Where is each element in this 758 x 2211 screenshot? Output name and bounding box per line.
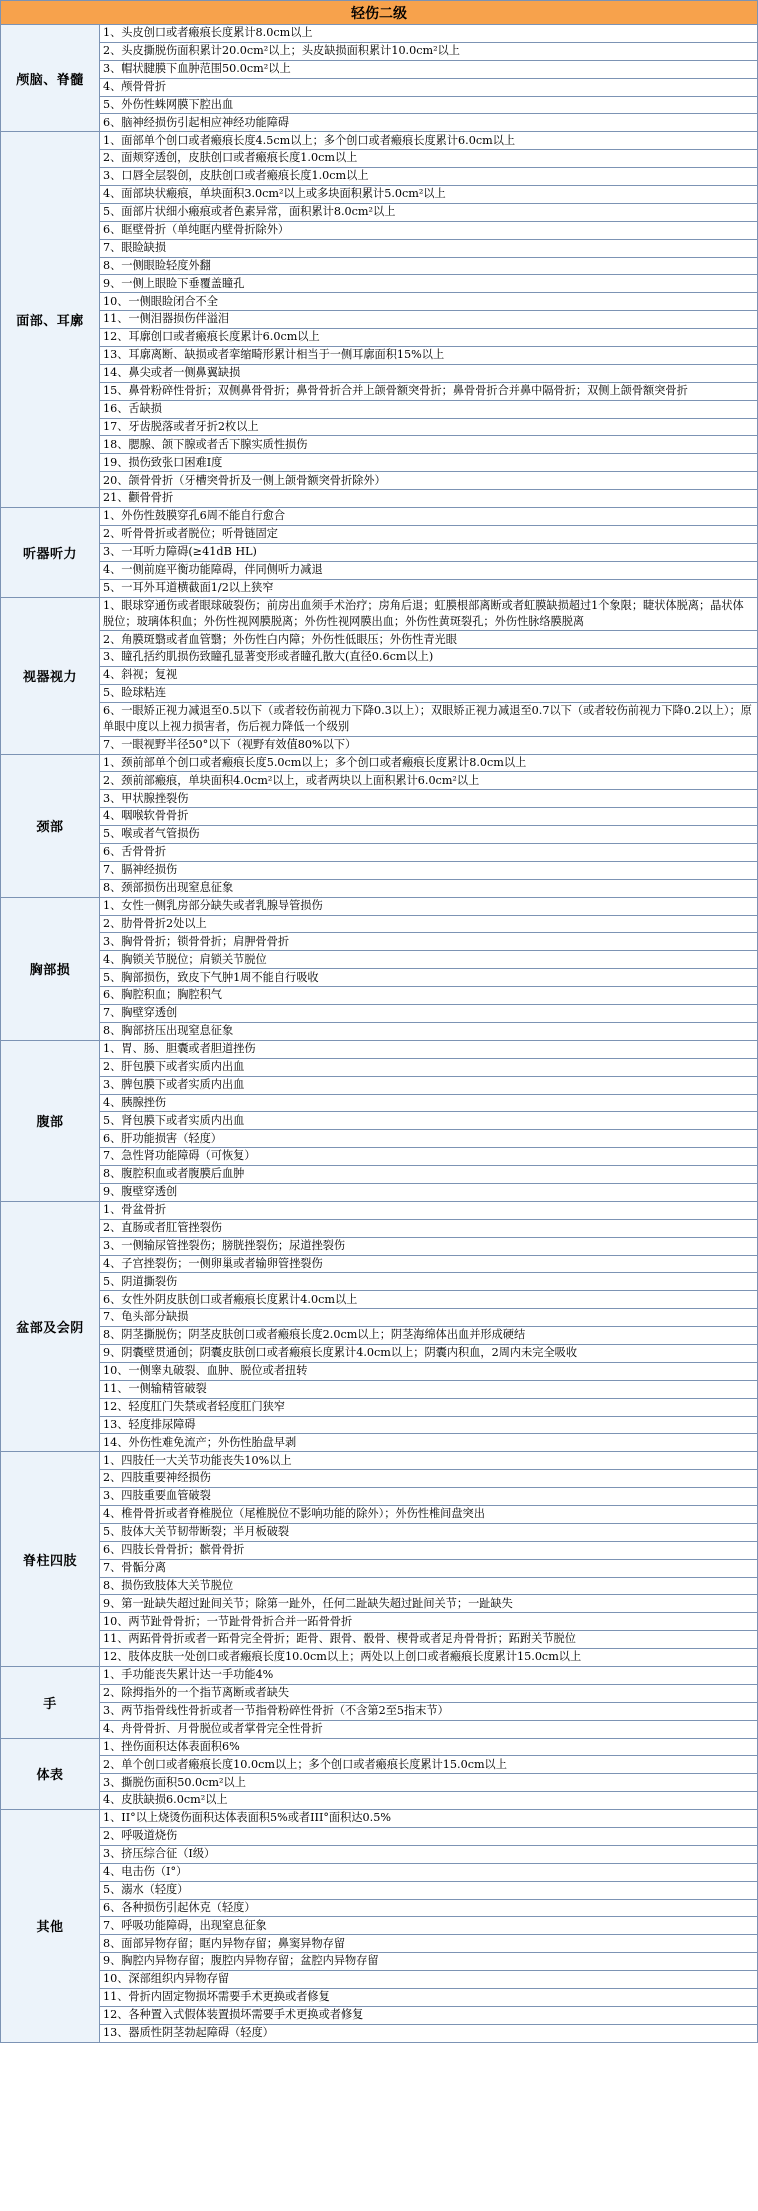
injury-item: 17、牙齿脱落或者牙折2枚以上: [100, 418, 758, 436]
table-row: [1, 1792, 758, 1810]
injury-item: 5、面部片状细小瘢痕或者色素异常，面积累计8.0cm²以上: [100, 203, 758, 221]
table-row: [1, 186, 758, 204]
injury-item: 10、深部组织内异物存留: [100, 1971, 758, 1989]
injury-item: 3、帽状腱膜下血肿范围50.0cm²以上: [100, 60, 758, 78]
injury-item: 4、胸锁关节脱位；肩锁关节脱位: [100, 951, 758, 969]
injury-item: 9、一侧上眼睑下垂覆盖瞳孔: [100, 275, 758, 293]
injury-item: 4、胰腺挫伤: [100, 1094, 758, 1112]
table-row: [1, 1881, 758, 1899]
injury-item: 7、膈神经损伤: [100, 861, 758, 879]
injury-item: 2、单个创口或者瘢痕长度10.0cm以上；多个创口或者瘢痕长度累计15.0cm以上: [100, 1756, 758, 1774]
injury-item: 9、胸腔内异物存留；腹腔内异物存留；盆腔内异物存留: [100, 1953, 758, 1971]
injury-item: 8、一侧眼睑轻度外翻: [100, 257, 758, 275]
injury-item: 20、颌骨骨折（牙槽突骨折及一侧上颌骨额突骨折除外）: [100, 472, 758, 490]
injury-item: 1、胃、肠、胆囊或者胆道挫伤: [100, 1040, 758, 1058]
injury-item: 12、肢体皮肤一处创口或者瘢痕长度10.0cm以上；两处以上创口或者瘢痕长度累计15.0cm以上: [100, 1649, 758, 1667]
title-row: [1, 1, 758, 25]
table-row: [1, 1631, 758, 1649]
injury-item: 5、肾包膜下或者实质内出血: [100, 1112, 758, 1130]
injury-item: 11、两跖骨骨折或者一跖骨完全骨折；距骨、跟骨、骰骨、楔骨或者足舟骨骨折；跖跗关节脱位: [100, 1631, 758, 1649]
table-row: [1, 1541, 758, 1559]
injury-item: 1、外伤性鼓膜穿孔6周不能自行愈合: [100, 508, 758, 526]
injury-item: 1、手功能丧失累计达一手功能4%: [100, 1667, 758, 1685]
injury-item: 2、直肠或者肛管挫裂伤: [100, 1219, 758, 1237]
table-row: [1, 826, 758, 844]
injury-item: 3、口唇全层裂创，皮肤创口或者瘢痕长度1.0cm以上: [100, 168, 758, 186]
injury-item: 5、一耳外耳道横截面1/2以上狭窄: [100, 579, 758, 597]
table-row: [1, 221, 758, 239]
table-row: [1, 1577, 758, 1595]
injury-item: 9、阴囊壁贯通创；阴囊皮肤创口或者瘢痕长度累计4.0cm以上；阴囊内积血，2周内未完全吸收: [100, 1344, 758, 1362]
injury-item: 1、II°以上烧烫伤面积达体表面积5%或者III°面积达0.5%: [100, 1810, 758, 1828]
table-row: [1, 525, 758, 543]
injury-item: 2、呼吸道烧伤: [100, 1828, 758, 1846]
table-row: [1, 1899, 758, 1917]
table-row: [1, 382, 758, 400]
table-row: [1, 1380, 758, 1398]
injury-item: 8、胸部挤压出现窒息征象: [100, 1022, 758, 1040]
injury-item: 2、颈前部瘢痕，单块面积4.0cm²以上，或者两块以上面积累计6.0cm²以上: [100, 772, 758, 790]
injury-item: 5、溺水（轻度）: [100, 1881, 758, 1899]
injury-item: 8、面部异物存留；眶内异物存留；鼻窦异物存留: [100, 1935, 758, 1953]
table-row: [1, 597, 758, 631]
table-row: [1, 1971, 758, 1989]
table-row: [1, 1076, 758, 1094]
table-row: [1, 1237, 758, 1255]
table-row: [1, 275, 758, 293]
category-cell: 盆部及会阴: [1, 1201, 100, 1451]
injury-item: 14、外伤性难免流产；外伤性胎盘早剥: [100, 1434, 758, 1452]
table-title: 轻伤二级: [1, 1, 758, 25]
injury-item: 6、舌骨骨折: [100, 844, 758, 862]
table-row: [1, 808, 758, 826]
table-row: [1, 1863, 758, 1881]
injury-item: 3、四肢重要血管破裂: [100, 1488, 758, 1506]
injury-item: 3、一侧输尿管挫裂伤；膀胱挫裂伤；尿道挫裂伤: [100, 1237, 758, 1255]
table-row: [1, 293, 758, 311]
injury-item: 4、一侧前庭平衡功能障碍，伴同侧听力减退: [100, 561, 758, 579]
table-row: [1, 1273, 758, 1291]
category-cell: 听器听力: [1, 508, 100, 597]
injury-item: 13、耳廓离断、缺损或者挛缩畸形累计相当于一侧耳廓面积15%以上: [100, 347, 758, 365]
table-row: [1, 78, 758, 96]
injury-item: 10、两节趾骨骨折；一节趾骨骨折合并一跖骨骨折: [100, 1613, 758, 1631]
injury-item: 6、脑神经损伤引起相应神经功能障碍: [100, 114, 758, 132]
table-row: [1, 257, 758, 275]
table-row: [1, 1667, 758, 1685]
injury-item: 7、龟头部分缺损: [100, 1309, 758, 1327]
injury-item: 8、损伤致肢体大关节脱位: [100, 1577, 758, 1595]
injury-item: 12、耳廓创口或者瘢痕长度累计6.0cm以上: [100, 329, 758, 347]
category-cell: 腹部: [1, 1040, 100, 1201]
table-row: [1, 1183, 758, 1201]
injury-item: 4、咽喉软骨骨折: [100, 808, 758, 826]
injury-item: 4、子宫挫裂伤；一侧卵巢或者输卵管挫裂伤: [100, 1255, 758, 1273]
table-row: [1, 754, 758, 772]
table-row: [1, 2006, 758, 2024]
injury-item: 6、肝功能损害（轻度）: [100, 1130, 758, 1148]
injury-item: 13、轻度排尿障碍: [100, 1416, 758, 1434]
injury-item: 3、一耳听力障碍(≥41dB HL): [100, 543, 758, 561]
injury-item: 4、斜视；复视: [100, 667, 758, 685]
table-row: [1, 1828, 758, 1846]
table-row: [1, 1291, 758, 1309]
injury-item: 11、一侧输精管破裂: [100, 1380, 758, 1398]
table-row: [1, 132, 758, 150]
table-row: [1, 1022, 758, 1040]
injury-item: 18、腮腺、颌下腺或者舌下腺实质性损伤: [100, 436, 758, 454]
category-cell: 面部、耳廓: [1, 132, 100, 508]
injury-item: 6、眶壁骨折（单纯眶内壁骨折除外）: [100, 221, 758, 239]
table-row: [1, 436, 758, 454]
table-row: [1, 1613, 758, 1631]
injury-item: 6、胸腔积血；胸腔积气: [100, 987, 758, 1005]
injury-item: 7、急性肾功能障碍（可恢复）: [100, 1148, 758, 1166]
injury-item: 1、四肢任一大关节功能丧失10%以上: [100, 1452, 758, 1470]
injury-item: 10、一侧睾丸破裂、血肿、脱位或者扭转: [100, 1362, 758, 1380]
injury-item: 2、角膜斑翳或者血管翳；外伤性白内障；外伤性低眼压；外伤性青光眼: [100, 631, 758, 649]
injury-item: 5、阴道撕裂伤: [100, 1273, 758, 1291]
injury-item: 4、皮肤缺损6.0cm²以上: [100, 1792, 758, 1810]
injury-item: 4、椎骨骨折或者脊椎脱位（尾椎脱位不影响功能的除外）；外伤性椎间盘突出: [100, 1505, 758, 1523]
table-row: [1, 1470, 758, 1488]
table-row: [1, 1595, 758, 1613]
table-row: [1, 844, 758, 862]
injury-item: 7、眼睑缺损: [100, 239, 758, 257]
injury-item: 12、各种置入式假体装置损坏需要手术更换或者修复: [100, 2006, 758, 2024]
category-cell: 其他: [1, 1810, 100, 2043]
table-row: [1, 702, 758, 736]
injury-item: 5、胸部损伤，致皮下气肿1周不能自行吸收: [100, 969, 758, 987]
injury-item: 1、眼球穿通伤或者眼球破裂伤；前房出血须手术治疗；房角后退；虹膜根部离断或者虹膜缺损超过1个象限；睫状体脱离；晶状体脱位；玻璃体积血；外伤性视网膜脱离；外伤性视网膜出血；外伤性黄斑裂孔；外伤性脉络膜脱离: [100, 597, 758, 631]
table-row: [1, 1201, 758, 1219]
table-row: [1, 933, 758, 951]
injury-item: 2、四肢重要神经损伤: [100, 1470, 758, 1488]
injury-item: 15、鼻骨粉碎性骨折；双侧鼻骨骨折；鼻骨骨折合并上颌骨额突骨折；鼻骨骨折合并鼻中隔骨折；双侧上颌骨额突骨折: [100, 382, 758, 400]
injury-item: 8、阴茎撕脱伤；阴茎皮肤创口或者瘢痕长度2.0cm以上；阴茎海绵体出血并形成硬结: [100, 1327, 758, 1345]
table-row: [1, 1810, 758, 1828]
injury-item: 1、面部单个创口或者瘢痕长度4.5cm以上；多个创口或者瘢痕长度累计6.0cm以上: [100, 132, 758, 150]
injury-item: 6、女性外阴皮肤创口或者瘢痕长度累计4.0cm以上: [100, 1291, 758, 1309]
table-row: [1, 1094, 758, 1112]
table-row: [1, 1344, 758, 1362]
table-row: [1, 96, 758, 114]
injury-item: 6、一眼矫正视力减退至0.5以下（或者较伤前视力下降0.3以上）；双眼矫正视力减退至0.7以下（或者较伤前视力下降0.2以上）；原单眼中度以上视力损害者，伤后视力降低一个级别: [100, 702, 758, 736]
injury-item: 7、一眼视野半径50°以下（视野有效值80%以下）: [100, 736, 758, 754]
table-row: [1, 239, 758, 257]
table-row: [1, 1845, 758, 1863]
table-row: [1, 861, 758, 879]
table-row: [1, 1040, 758, 1058]
table-row: [1, 1362, 758, 1380]
table-row: [1, 508, 758, 526]
injury-item: 3、瞳孔括约肌损伤致瞳孔显著变形或者瞳孔散大(直径0.6cm以上): [100, 649, 758, 667]
injury-item: 9、第一趾缺失超过趾间关节；除第一趾外，任何二趾缺失超过趾间关节；一趾缺失: [100, 1595, 758, 1613]
table-row: [1, 1523, 758, 1541]
table-row: [1, 1738, 758, 1756]
category-cell: 体表: [1, 1738, 100, 1810]
injury-item: 2、除拇指外的一个指节离断或者缺失: [100, 1684, 758, 1702]
table-row: [1, 1255, 758, 1273]
table-row: [1, 329, 758, 347]
injury-item: 5、喉或者气管损伤: [100, 826, 758, 844]
table-row: [1, 561, 758, 579]
category-cell: 颅脑、脊髓: [1, 25, 100, 132]
table-row: [1, 311, 758, 329]
table-row: [1, 667, 758, 685]
table-row: [1, 684, 758, 702]
injury-item: 16、舌缺损: [100, 400, 758, 418]
table-row: [1, 1684, 758, 1702]
table-row: [1, 1505, 758, 1523]
table-row: [1, 1702, 758, 1720]
table-row: [1, 649, 758, 667]
table-row: [1, 1756, 758, 1774]
injury-item: 5、睑球粘连: [100, 684, 758, 702]
table-row: [1, 1559, 758, 1577]
table-row: [1, 987, 758, 1005]
injury-item: 2、听骨骨折或者脱位；听骨链固定: [100, 525, 758, 543]
table-row: [1, 418, 758, 436]
injury-item: 3、撕脱伤面积50.0cm²以上: [100, 1774, 758, 1792]
injury-item: 8、腹腔积血或者腹膜后血肿: [100, 1166, 758, 1184]
table-row: [1, 1935, 758, 1953]
table-row: [1, 1953, 758, 1971]
injury-item: 7、骨骺分离: [100, 1559, 758, 1577]
table-row: [1, 150, 758, 168]
table-row: [1, 1649, 758, 1667]
injury-item: 11、一侧泪器损伤伴溢泪: [100, 311, 758, 329]
injury-item: 3、胸骨骨折；锁骨骨折；肩胛骨骨折: [100, 933, 758, 951]
category-cell: 颈部: [1, 754, 100, 897]
table-row: [1, 1166, 758, 1184]
injury-item: 1、颈前部单个创口或者瘢痕长度5.0cm以上；多个创口或者瘢痕长度累计8.0cm以上: [100, 754, 758, 772]
injury-item: 1、头皮创口或者瘢痕长度累计8.0cm以上: [100, 25, 758, 43]
table-row: [1, 1488, 758, 1506]
table-row: [1, 42, 758, 60]
table-row: [1, 1148, 758, 1166]
table-row: [1, 915, 758, 933]
injury-item: 3、两节指骨线性骨折或者一节指骨粉碎性骨折（不含第2至5指末节）: [100, 1702, 758, 1720]
injury-item: 4、舟骨骨折、月骨脱位或者掌骨完全性骨折: [100, 1720, 758, 1738]
table-row: [1, 543, 758, 561]
injury-item: 12、轻度肛门失禁或者轻度肛门狭窄: [100, 1398, 758, 1416]
table-row: [1, 1416, 758, 1434]
table-row: [1, 347, 758, 365]
table-row: [1, 1005, 758, 1023]
injury-item: 4、面部块状瘢痕，单块面积3.0cm²以上或多块面积累计5.0cm²以上: [100, 186, 758, 204]
table-row: [1, 772, 758, 790]
table-row: [1, 631, 758, 649]
table-row: [1, 1452, 758, 1470]
injury-item: 21、颧骨骨折: [100, 490, 758, 508]
table-row: [1, 1058, 758, 1076]
injury-item: 3、甲状腺挫裂伤: [100, 790, 758, 808]
table-row: [1, 364, 758, 382]
table-row: [1, 736, 758, 754]
injury-item: 4、颅骨骨折: [100, 78, 758, 96]
table-row: [1, 203, 758, 221]
table-row: [1, 1130, 758, 1148]
injury-item: 5、肢体大关节韧带断裂；半月板破裂: [100, 1523, 758, 1541]
table-row: [1, 1327, 758, 1345]
injury-item: 6、四肢长骨骨折；髌骨骨折: [100, 1541, 758, 1559]
injury-item: 2、面颊穿透创，皮肤创口或者瘢痕长度1.0cm以上: [100, 150, 758, 168]
injury-item: 2、肋骨骨折2处以上: [100, 915, 758, 933]
table-row: [1, 168, 758, 186]
injury-item: 11、骨折内固定物损坏需要手术更换或者修复: [100, 1989, 758, 2007]
table-row: [1, 1309, 758, 1327]
injury-item: 7、胸壁穿透创: [100, 1005, 758, 1023]
injury-item: 5、外伤性蛛网膜下腔出血: [100, 96, 758, 114]
injury-item: 7、呼吸功能障碍，出现窒息征象: [100, 1917, 758, 1935]
injury-item: 9、腹壁穿透创: [100, 1183, 758, 1201]
table-row: [1, 25, 758, 43]
table-row: [1, 1219, 758, 1237]
category-cell: 脊柱四肢: [1, 1452, 100, 1667]
table-row: [1, 969, 758, 987]
injury-item: 4、电击伤（Ⅰ°）: [100, 1863, 758, 1881]
table-row: [1, 1434, 758, 1452]
table-body: [1, 25, 758, 2043]
table-row: [1, 454, 758, 472]
table-row: [1, 879, 758, 897]
table-row: [1, 1917, 758, 1935]
category-cell: 视器视力: [1, 597, 100, 754]
table-row: [1, 490, 758, 508]
table-row: [1, 951, 758, 969]
category-cell: 胸部损: [1, 897, 100, 1040]
table-row: [1, 1398, 758, 1416]
injury-item: 2、肝包膜下或者实质内出血: [100, 1058, 758, 1076]
injury-item: 1、挫伤面积达体表面积6%: [100, 1738, 758, 1756]
injury-item: 14、鼻尖或者一侧鼻翼缺损: [100, 364, 758, 382]
injury-item: 1、骨盆骨折: [100, 1201, 758, 1219]
category-cell: 手: [1, 1667, 100, 1739]
table-row: [1, 790, 758, 808]
table-row: [1, 400, 758, 418]
table-row: [1, 579, 758, 597]
injury-item: 1、女性一侧乳房部分缺失或者乳腺导管损伤: [100, 897, 758, 915]
injury-item: 6、各种损伤引起休克（轻度）: [100, 1899, 758, 1917]
table-row: [1, 114, 758, 132]
injury-item: 2、头皮撕脱伤面积累计20.0cm²以上；头皮缺损面积累计10.0cm²以上: [100, 42, 758, 60]
table-row: [1, 1720, 758, 1738]
injury-item: 3、挤压综合征（Ⅰ级）: [100, 1845, 758, 1863]
table-row: [1, 1989, 758, 2007]
table-row: [1, 1112, 758, 1130]
injury-item: 19、损伤致张口困难Ⅰ度: [100, 454, 758, 472]
table-row: [1, 2024, 758, 2042]
table-row: [1, 897, 758, 915]
injury-item: 8、颈部损伤出现窒息征象: [100, 879, 758, 897]
table-row: [1, 1774, 758, 1792]
table-row: [1, 472, 758, 490]
injury-item: 3、脾包膜下或者实质内出血: [100, 1076, 758, 1094]
injury-item: 13、器质性阴茎勃起障碍（轻度）: [100, 2024, 758, 2042]
injury-item: 10、一侧眼睑闭合不全: [100, 293, 758, 311]
table-row: [1, 60, 758, 78]
